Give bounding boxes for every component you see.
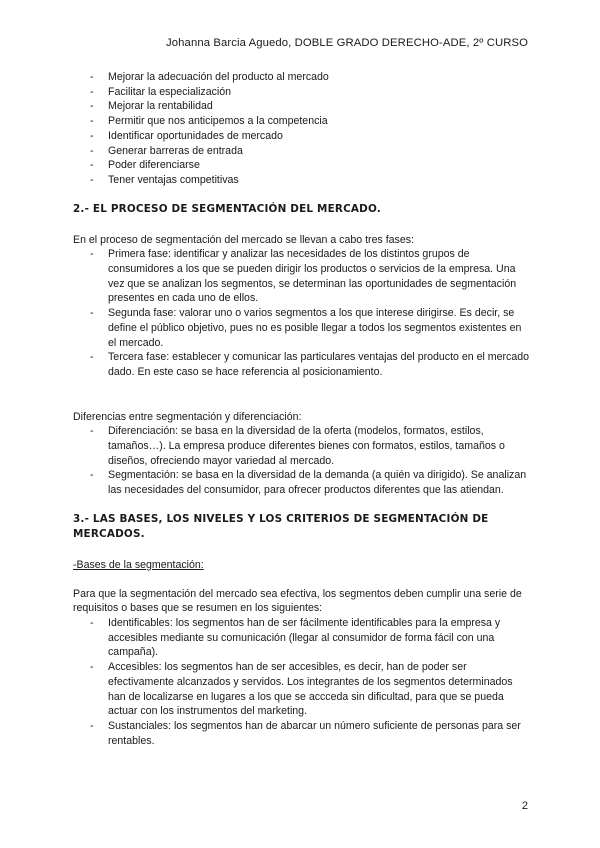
- intro-list: [73, 70, 530, 188]
- list-item: - Mejorar la adecuación del producto al mercado: [73, 70, 530, 85]
- list-item: - Identificar oportunidades de mercado: [73, 129, 530, 144]
- list-item: - Facilitar la especialización: [73, 85, 530, 100]
- phases-list: [73, 247, 530, 379]
- list-item: - Segmentación: se basa en la diversidad de la demanda (a quién va dirigido). Se analizan las necesidades del consumidor, para ofrecer productos diferentes que las atiendan.: [73, 468, 530, 497]
- differences-list: [73, 424, 530, 498]
- differences-intro: Diferencias entre segmentación y diferenciación:: [73, 410, 302, 423]
- list-item: - Sustanciales: los segmentos han de abarcar un número suficiente de personas para ser rentables.: [73, 719, 530, 748]
- bases-list: [73, 616, 530, 748]
- page-content: [73, 70, 530, 748]
- list-item: - Mejorar la rentabilidad: [73, 99, 530, 114]
- page-number: 2: [521, 800, 528, 812]
- list-item: - Generar barreras de entrada: [73, 144, 530, 159]
- list-item: - Primera fase: identificar y analizar las necesidades de los distintos grupos de consumidores a los que se pueden dirigir los productos o servicios de la empresa. Una vez que se analizan los segmentos, se determinan las oportunidades de segmentación presentes en cada uno de ellos.: [73, 247, 530, 306]
- section-3-intro: Para que la segmentación del mercado sea efectiva, los segmentos deben cumplir una serie de requisitos o bases que se resumen en los siguientes:: [73, 587, 522, 615]
- list-item: - Diferenciación: se basa en la diversidad de la oferta (modelos, formatos, estilos, tamaños…). La empresa produce diferentes bienes con formatos, estilos, tamaños o diseños, ofreciendo mayor variedad al mercado.: [73, 424, 530, 468]
- list-item: - Tercera fase: establecer y comunicar las particulares ventajas del producto en el mercado dado. En este caso se hace referencia al posicionamiento.: [73, 350, 530, 379]
- list-item: - Tener ventajas competitivas: [73, 173, 530, 188]
- page-header: Johanna Barcia Aguedo, DOBLE GRADO DERECHO-ADE, 2º CURSO: [166, 37, 528, 49]
- list-item: - Segunda fase: valorar uno o varios segmentos a los que interese dirigirse. Es decir, se define el público objetivo, pues no es posible llegar a todos los segmentos existentes en el mercado.: [73, 306, 530, 350]
- list-item: - Permitir que nos anticipemos a la competencia: [73, 114, 530, 129]
- list-item: - Poder diferenciarse: [73, 158, 530, 173]
- section-2-intro: En el proceso de segmentación del mercado se llevan a cabo tres fases:: [73, 233, 414, 246]
- list-item: - Identificables: los segmentos han de ser fácilmente identificables para la empresa y accesibles mediante su comunicación (llegar al consumidor de forma fácil con una campaña).: [73, 616, 530, 660]
- bases-subtitle: -Bases de la segmentación:: [73, 558, 204, 571]
- section-2-heading: 2.- EL PROCESO DE SEGMENTACIÓN DEL MERCADO.: [73, 202, 381, 215]
- section-3-heading: 3.- LAS BASES, LOS NIVELES Y LOS CRITERIOS DE SEGMENTACIÓN DE MERCADOS.: [73, 512, 489, 540]
- list-item: - Accesibles: los segmentos han de ser accesibles, es decir, han de poder ser efectivamente alcanzados y servidos. Los integrantes de los segmentos determinados han de localizarse en lugares a los que se accceda sin dificultad, para que se pueda actuar con los instrumentos del marketing.: [73, 660, 530, 719]
